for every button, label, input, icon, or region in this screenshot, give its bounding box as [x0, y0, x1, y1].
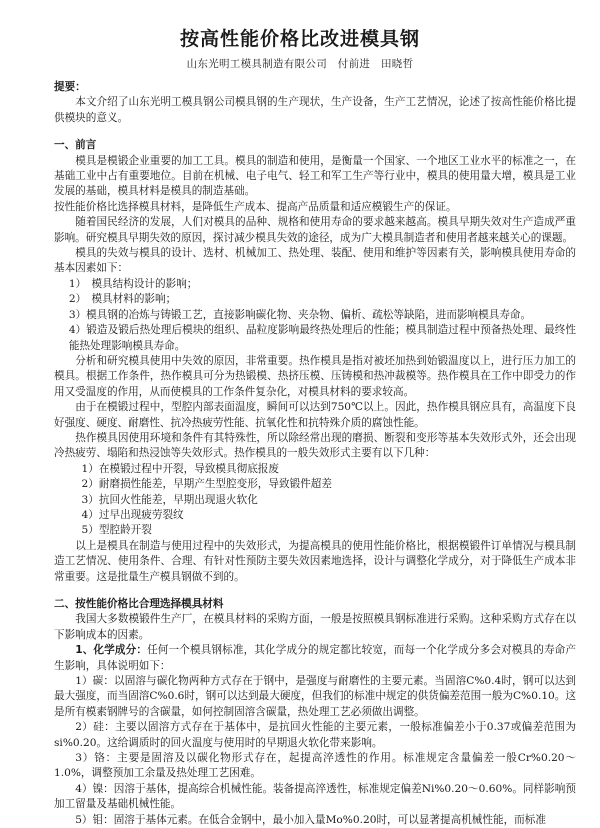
list-item: 4）锻造及锻后热处理后模块的组织、晶粒度影响最终热处理后的性能；模具制造过程中预备热处理、最终性能热处理影响模具寿命。	[68, 324, 576, 352]
paragraph: 以上是模具在制造与使用过程中的失效形式，为提高模具的使用性能价格比，根据模锻件订单情况与模具制造工艺情况、使用条件、合理、有针对性预防主要失效因素地选择，设计与调整化学成分，对于降低生产成本非常重要。这是批量生产模具钢做不到的。	[54, 539, 576, 583]
paragraph: 4）镍：因溶于基体，提高综合机械性能。装备提高淬透性，标准规定偏差Ni%0.20～0.60%。同样影响预加工留量及基础机械性能。	[54, 782, 576, 811]
paper-title: 按高性能价格比改进模具钢	[179, 28, 420, 50]
paragraph: 由于在模锻过程中，型腔内部表面温度，瞬间可以达到750℃以上。因此，热作模具钢应具有，高温度下良好强度、硬度、耐磨性、抗冷热疲劳性能、抗氧化性和抗特殊介质的腐蚀性能。	[54, 401, 576, 429]
paragraph: 3）铬：主要是固溶及以碳化物形式存在，起提高淬透性的作用。标准规定含量偏差一般Cr%0.20～1.0%，调整预加工余量及热处理工艺困难。	[54, 752, 576, 780]
subsection-number: 1、	[75, 644, 94, 657]
list-item: 3）抗回火性能差，早期出现退火软化	[81, 493, 258, 506]
paragraph: 随着国民经济的发展，人们对模具的品种、规格和使用寿命的要求越来越高。模具早期失效对生产造成严重影响。研究模具早期失效的原因，探讨减少模具失效的途径，成为广大模具制造者和使用者越来越关心的课题。	[54, 216, 576, 244]
paper-body	[54, 80, 576, 828]
paragraph: 2）硅：主要以固溶方式存在于基体中，是抗回火性能的主要元素，一般标准偏差小于0.37或偏差范围为si%0.20。这给调质时的回火温度与使用时的早期退火软化带来影响。	[54, 721, 576, 749]
list-item: 4）过早出现疲劳裂纹	[81, 508, 184, 521]
list-item: 1） 模具结构设计的影响；	[68, 277, 198, 290]
abstract-text: 本文介绍了山东光明工模具钢公司模具钢的生产现状，生产设备，生产工艺情况，论述了按高性能价格比提供模块的意义。	[54, 96, 576, 124]
paragraph: 1）碳：以固溶与碳化物两种方式存在于钢中，是强度与耐磨性的主要元素。当固溶C%0.4时，钢可以达到最大强度，而当固溶C%0.6时，钢可以达到最大硬度，但我们的标准中规定的供货偏差范围一般为C%0.10。这是所有模素钢牌号的含碳量，如何控制固溶含碳量，热处理工艺必须做出调整。	[54, 675, 576, 718]
paragraph: 我国大多数模锻件生产厂，在模具材料的采购方面，一般是按照模具钢标准进行采购。这种采购方式存在以下影响成本的因素。	[54, 613, 576, 641]
paragraph: 模具是模锻企业重要的加工工具。模具的制造和使用，是衡量一个国家、一个地区工业水平的标准之一，在基础工业中占有重要地位。目前在机械、电子电气、轻工和军工生产等行业中，模具的使用量大增，模具是工业发展的基础，模具材料是模具的制造基础。	[54, 154, 576, 198]
section-2-heading: 二、按性能价格比合理选择模具材料	[54, 598, 224, 610]
list-item: 5）型腔龄开裂	[81, 524, 152, 537]
list-item: 3）模具钢的冶炼与铸锻工艺，直接影响碳化物、夹杂物、偏析、疏松等缺陷，进而影响模具寿命。	[68, 308, 532, 321]
paragraph: 5）钼：固溶于基体元素。在低合金钢中，最小加入量Mo%0.20时，可以显著提高机械性能，而标准	[75, 813, 546, 826]
list-item: 1）在模锻过程中开裂，导致模具彻底报废	[81, 462, 279, 475]
list-item: 2）耐磨损性能差，早期产生型腔变形，导致锻件超差	[81, 478, 332, 491]
paragraph: 分析和研究模具使用中失效的原因，非常重要。热作模具是指对被坯加热到始锻温度以上，进行压力加工的模具。根据工作条件，热作模具可分为热锻模、热挤压模、压铸模和热冲裁模等。热作模具在工作中即受力的作用又受温度的作用，从而使模具的工作条件复杂化，对模具材料的要求较高。	[54, 354, 576, 398]
subsection-label: 化学成分：	[93, 644, 148, 657]
abstract-label: 提要：	[54, 81, 86, 93]
list-item: 2） 模具材料的影响；	[68, 293, 177, 306]
paper-authors: 山东光明工模具制造有限公司 付前进 田晓哲	[186, 58, 414, 70]
paragraph: 按性能价格比选择模具材料，是降低生产成本、提高产品质量和适应模锻生产的保证。	[54, 200, 457, 213]
paragraph: 热作模具因使用环境和条件有其特殊性，所以除经常出现的磨损、断裂和变形等基本失效形式外，还会出现冷热疲劳、塌陷和热浸蚀等失效形式。热作模具的一般失效形式主要有以下几种：	[54, 431, 576, 460]
section-1-heading: 一、前言	[54, 139, 97, 152]
subsection-text: 任何一个模具钢标准，其化学成分的规定都比较宽，而每一个化学成分多会对模具的寿命产生影响，具体说明如下：	[54, 644, 577, 672]
subsection-paragraph	[54, 643, 576, 674]
paragraph: 模具的失效与模具的设计、选材、机械加工、热处理、装配、使用和维护等因素有关，影响模具使用寿命的基本因素如下：	[54, 247, 576, 275]
